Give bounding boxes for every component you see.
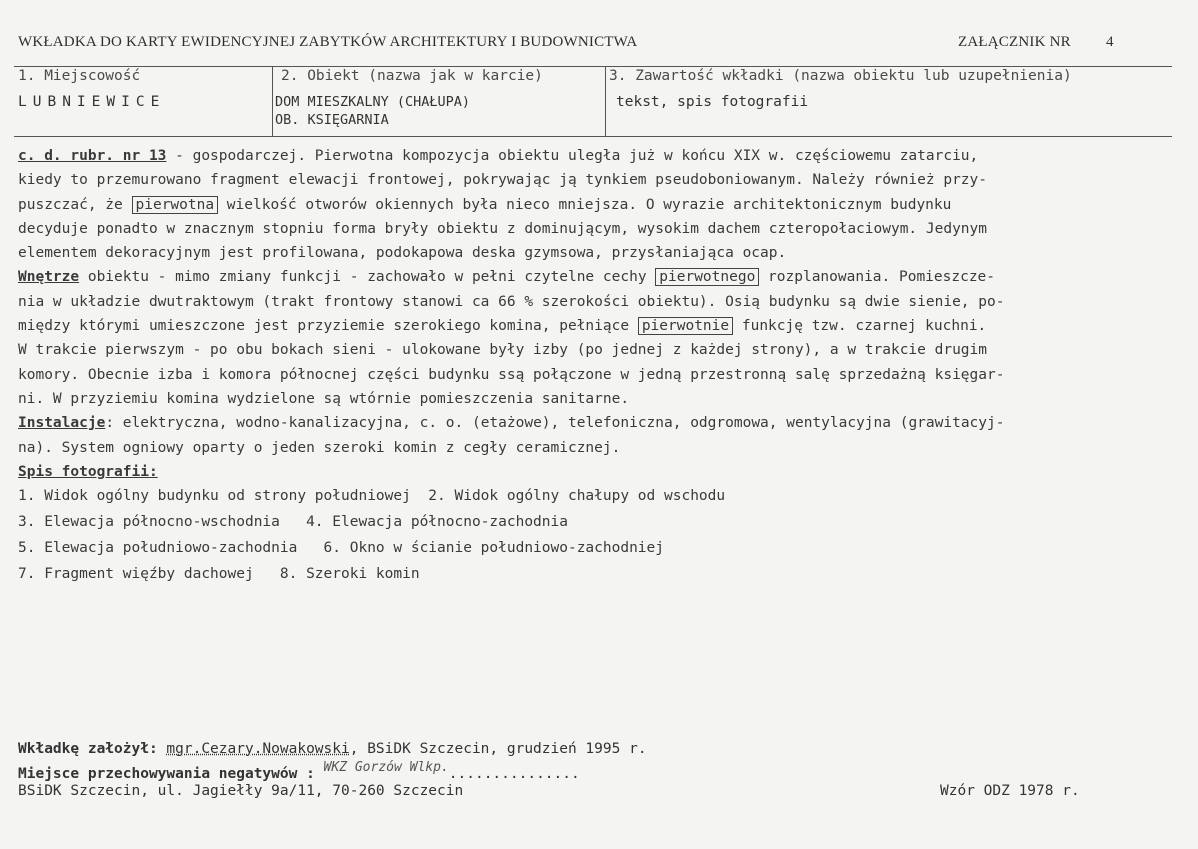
object-value-line-1: DOM MIESZKALNY (CHAŁUPA) <box>275 94 471 110</box>
photo-list-item: 5. Elewacja południowo-zachodnia 6. Okno w ścianie południowo-zachodniej <box>18 540 665 557</box>
boxed-word: pierwotnie <box>638 317 733 335</box>
text-line <box>18 290 1180 314</box>
negatives-dots: ............... <box>448 766 580 782</box>
negatives-label: Miejsce przechowywania negatywów : <box>18 766 324 782</box>
text-line <box>18 265 1180 289</box>
table-divider-2 <box>605 66 606 136</box>
address-line: BSiDK Szczecin, ul. Jagiełły 9a/11, 70-260 Szczecin <box>18 783 464 799</box>
text-line <box>18 338 1180 362</box>
section-reference: c. d. rubr. nr 13 <box>18 148 167 164</box>
text-line <box>18 168 1180 192</box>
text-line <box>18 460 1180 484</box>
table-divider-1 <box>272 66 273 136</box>
text-span: między którymi umieszczone jest przyziemie szerokiego komina, pełniące <box>18 318 638 335</box>
text-line <box>18 241 1180 265</box>
text-line <box>18 217 1180 241</box>
text-line <box>18 436 1180 460</box>
locality-label: 1. Miejscowość <box>18 68 141 84</box>
text-span: decyduje ponadto w znacznym stopniu forma bryły obiektu z dominującym, wysokim dachem czteropołaciowym. Jedynym <box>18 220 988 237</box>
founder-name: mgr.Cezary.Nowakowski <box>166 741 350 757</box>
table-bottom-rule <box>14 136 1172 137</box>
text-span: - gospodarczej. Pierwotna kompozycja obiektu uległa już w końcu XIX w. częściowemu zatarciu, <box>166 148 979 164</box>
text-span: W trakcie pierwszym - po obu bokach sieni - ulokowane były izby (po jednej z każdej strony), a w trakcie drugim <box>18 342 988 359</box>
text-span: obiektu - mimo zmiany funkcji - zachowało w pełni czytelne cechy <box>79 269 656 286</box>
text-span: wielkość otworów okiennych była nieco mniejsza. O wyrazie architektonicznym budynku <box>218 196 952 213</box>
contents-label: 3. Zawartość wkładki (nazwa obiektu lub uzupełnienia) <box>609 68 1072 84</box>
locality-value: LUBNIEWICE <box>18 94 166 110</box>
text-line <box>18 144 1180 168</box>
text-span: ni. W przyziemiu komina wydzielone są wtórnie pomieszczenia sanitarne. <box>18 390 630 407</box>
table-top-rule <box>14 66 1172 67</box>
text-span: nia w układzie dwutraktowym (trakt frontowy stanowi ca 66 % szerokości obiektu). Osią budynku są dwie sienie, po- <box>18 293 1005 310</box>
photo-list-item: 7. Fragment więźby dachowej 8. Szeroki komin <box>18 566 420 583</box>
text-line <box>18 314 1180 338</box>
object-value-line-2: OB. KSIĘGARNIA <box>275 112 389 128</box>
founder-line <box>18 741 647 757</box>
annex-label: ZAŁĄCZNIK NR <box>958 34 1071 50</box>
form-reference: Wzór ODZ 1978 r. <box>940 783 1080 799</box>
contents-value: tekst, spis fotografii <box>616 94 809 110</box>
annex-number: 4 <box>1106 34 1114 50</box>
object-label: 2. Obiekt (nazwa jak w karcie) <box>281 68 543 84</box>
installations-heading: Instalacje <box>18 415 106 432</box>
text-line <box>18 193 1180 217</box>
interior-heading: Wnętrze <box>18 269 80 286</box>
negatives-line <box>18 760 580 782</box>
boxed-word: pierwotna <box>132 196 219 214</box>
text-span: elementem dekoracyjnym jest profilowana, podokapowa deska gzymsowa, przysłaniająca ocap. <box>18 245 787 262</box>
text-span: : elektryczna, wodno-kanalizacyjna, c. o. (etażowe), telefoniczna, odgromowa, wentylacyjna (grawitacyj- <box>105 415 1005 432</box>
text-line <box>18 411 1180 435</box>
description-body <box>18 144 1180 588</box>
text-line <box>18 387 1180 411</box>
text-span: rozplanowania. Pomieszcze- <box>759 269 996 286</box>
text-span: puszczać, że <box>18 196 132 213</box>
founder-label: Wkładkę założył: <box>18 741 167 757</box>
negatives-value: WKZ Gorzów Wlkp. <box>323 760 449 775</box>
founder-details: , BSiDK Szczecin, grudzień 1995 r. <box>349 741 647 757</box>
photos-heading: Spis fotografii: <box>18 463 158 480</box>
text-line <box>18 363 1180 387</box>
text-span: komory. Obecnie izba i komora północnej części budynku ssą połączone w jedną przestronną salę sprzedażną księgar- <box>18 366 1005 383</box>
document-title: WKŁADKA DO KARTY EWIDENCYJNEJ ZABYTKÓW ARCHITEKTURY I BUDOWNICTWA <box>18 34 638 50</box>
photo-list-item: 3. Elewacja północno-wschodnia 4. Elewacja północno-zachodnia <box>18 514 568 531</box>
text-span: funkcję tzw. czarnej kuchni. <box>733 318 987 335</box>
text-span: na). System ogniowy oparty o jeden szeroki komin z cegły ceramicznej. <box>18 439 621 456</box>
text-span: kiedy to przemurowano fragment elewacji frontowej, pokrywając ją tynkiem pseudoboniowanym. Należy również przy- <box>18 172 988 189</box>
photo-list-item: 1. Widok ogólny budynku od strony południowej 2. Widok ogólny chałupy od wschodu <box>18 488 726 505</box>
boxed-word: pierwotnego <box>655 268 759 286</box>
